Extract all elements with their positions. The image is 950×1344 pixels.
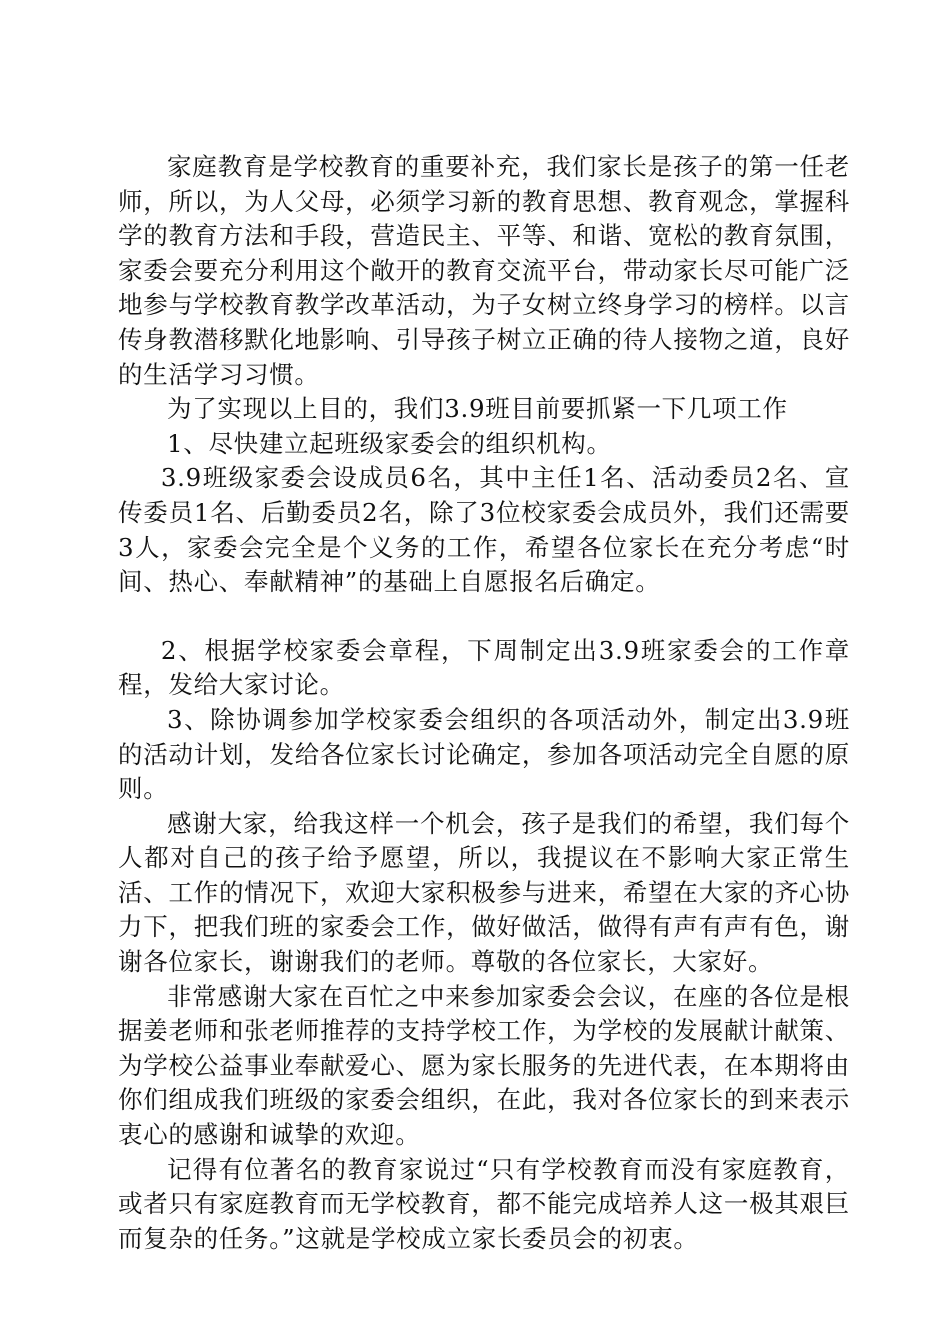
paragraph-item-2: 2、根据学校家委会章程，下周制定出3.9班家委会的工作章程，发给大家讨论。 (118, 635, 850, 700)
paragraph-thanks: 感谢大家，给我这样一个机会，孩子是我们的希望，我们每个人都对自己的孩子给予愿望，所以，我提议在不影响大家正常生活、工作的情况下，欢迎大家积极参与进来，希望在大家的齐心协力下，把我们班的家委会工作，做好做活，做得有声有声有色，谢谢各位家长，谢谢我们的老师。尊敬的各位家长，大家好。 (118, 808, 850, 977)
paragraph-committee-members: 3.9班级家委会设成员6名，其中主任1名、活动委员2名、宣传委员1名、后勤委员2名，除了3位校家委会成员外，我们还需要3人，家委会完全是个义务的工作，希望各位家长在充分考虑“时间、热心、奉献精神”的基础上自愿报名后确定。 (118, 463, 850, 597)
paragraph-family-education: 家庭教育是学校教育的重要补充，我们家长是孩子的第一任老师，所以，为人父母，必须学习新的教育思想、教育观念，掌握科学的教育方法和手段，营造民主、平等、和谐、宽松的教育氛围，家委会要充分利用这个敞开的教育交流平台，带动家长尽可能广泛地参与学校教育教学改革活动，为子女树立终身学习的榜样。以言传身教潜移默化地影响、引导孩子树立正确的待人接物之道，良好的生活学习习惯。 (118, 152, 850, 389)
paragraph-educator-quote: 记得有位著名的教育家说过“只有学校教育而没有家庭教育，或者只有家庭教育而无学校教育，都不能完成培养人这一极其艰巨而复杂的任务。”这就是学校成立家长委员会的初衷。 (118, 1154, 850, 1253)
paragraph-welcome: 非常感谢大家在百忙之中来参加家委会会议，在座的各位是根据姜老师和张老师推荐的支持学校工作，为学校的发展献计献策、为学校公益事业奉献爱心、愿为家长服务的先进代表，在本期将由你们组成我们班级的家委会组织，在此，我对各位家长的到来表示衷心的感谢和诚挚的欢迎。 (118, 981, 850, 1150)
paragraph-item-3: 3、除协调参加学校家委会组织的各项活动外，制定出3.9班的活动计划，发给各位家长讨论确定，参加各项活动完全自愿的原则。 (118, 704, 850, 804)
paragraph-goal-intro: 为了实现以上目的，我们3.9班目前要抓紧一下几项工作 (167, 394, 788, 424)
paragraph-gap (118, 600, 850, 634)
document-body (118, 150, 850, 1256)
paragraph-item-1: 1、尽快建立起班级家委会的组织机构。 (167, 428, 612, 458)
